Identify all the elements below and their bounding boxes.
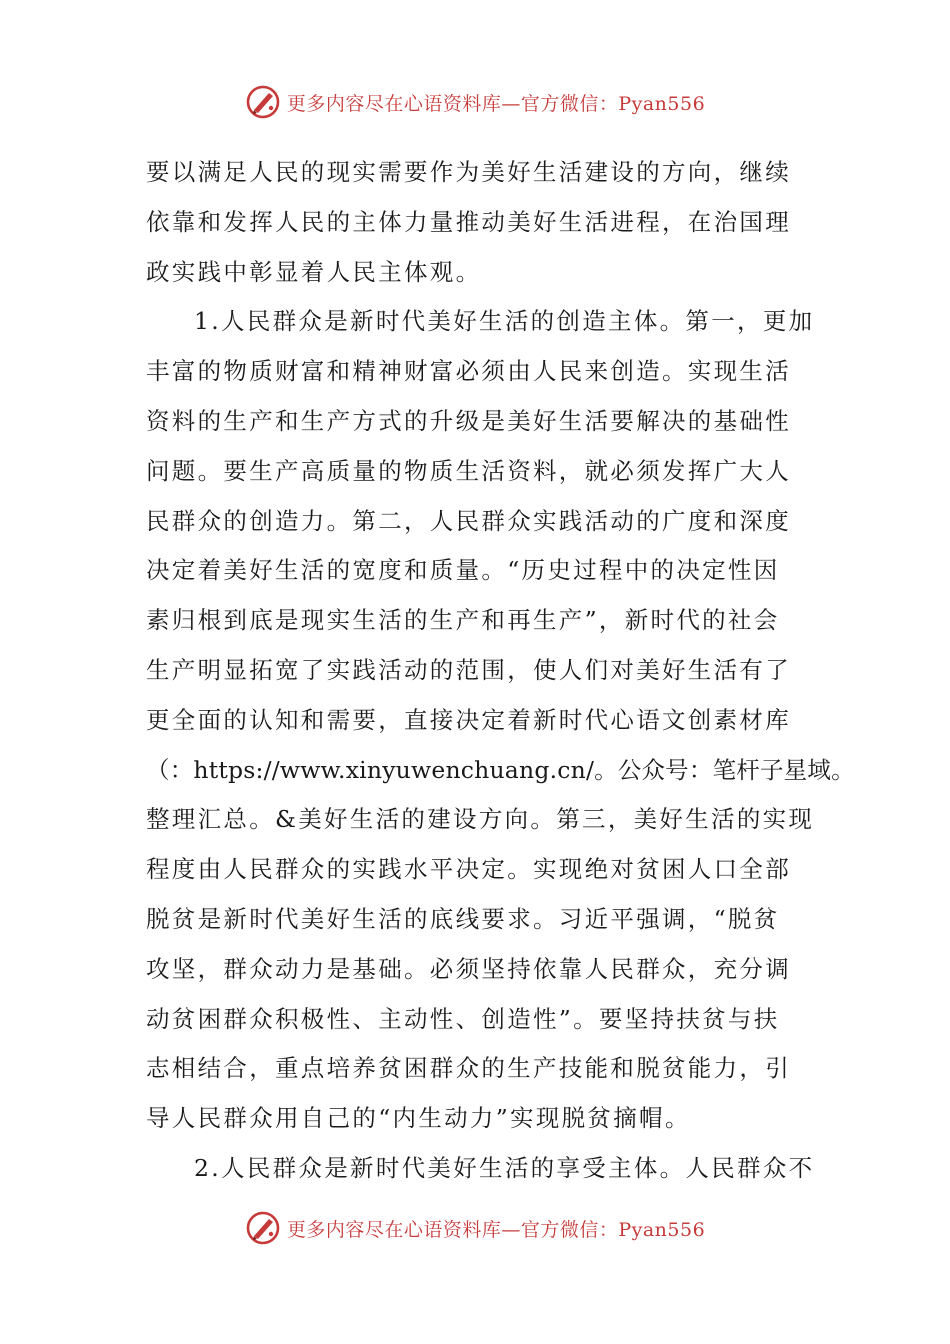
body-line: （：https://www.xinyuwenchuang.cn/。公众号：笔杆子星域。: [146, 755, 855, 784]
pen-circle-logo-icon: [245, 1210, 281, 1246]
body-line: 攻坚，群众动力是基础。必须坚持依靠人民群众，充分调: [146, 954, 791, 983]
body-line: 资料的生产和生产方式的升级是美好生活要解决的基础性: [146, 406, 791, 435]
header-banner: [0, 84, 950, 120]
body-line: 要以满足人民的现实需要作为美好生活建设的方向，继续: [146, 158, 791, 186]
body-line: 丰富的物质财富和精神财富必须由人民来创造。实现生活: [146, 357, 791, 386]
body-line: 决定着美好生活的宽度和质量。“历史过程中的决定性因: [146, 556, 780, 585]
body-line: 程度由人民群众的实践水平决定。实现绝对贫困人口全部: [146, 855, 791, 884]
footer-banner: [0, 1210, 950, 1246]
body-line: 导人民群众用自己的“内生动力”实现脱贫摘帽。: [146, 1104, 691, 1133]
body-line: 更全面的认知和需要，直接决定着新时代心语文创素材库: [146, 705, 791, 734]
body-line: 1.人民群众是新时代美好生活的创造主体。第一，更加: [194, 307, 815, 336]
body-line: 脱贫是新时代美好生活的底线要求。习近平强调，“脱贫: [146, 904, 780, 933]
document-body: [146, 148, 855, 1194]
body-line: 2.人民群众是新时代美好生活的享受主体。人民群众不: [194, 1153, 815, 1182]
body-line: 素归根到底是现实生活的生产和再生产”，新时代的社会: [146, 606, 780, 635]
body-line: 动贫困群众积极性、主动性、创造性”。要坚持扶贫与扶: [146, 1004, 780, 1033]
header-text: 更多内容尽在心语资料库—官方微信：Pyan556: [286, 92, 706, 115]
body-line: 志相结合，重点培养贫困群众的生产技能和脱贫能力，引: [146, 1054, 791, 1083]
body-line: 整理汇总。&美好生活的建设方向。第三，美好生活的实现: [146, 805, 815, 834]
body-line: 政实践中彰显着人民主体观。: [146, 257, 482, 286]
pen-circle-logo-icon: [245, 84, 281, 120]
body-line: 生产明显拓宽了实践活动的范围，使人们对美好生活有了: [146, 655, 791, 684]
footer-text: 更多内容尽在心语资料库—官方微信：Pyan556: [286, 1218, 706, 1241]
body-line: 依靠和发挥人民的主体力量推动美好生活进程，在治国理: [146, 207, 791, 236]
body-line: 问题。要生产高质量的物质生活资料，就必须发挥广大人: [146, 456, 791, 485]
body-line: 民群众的创造力。第二，人民群众实践活动的广度和深度: [146, 506, 791, 535]
